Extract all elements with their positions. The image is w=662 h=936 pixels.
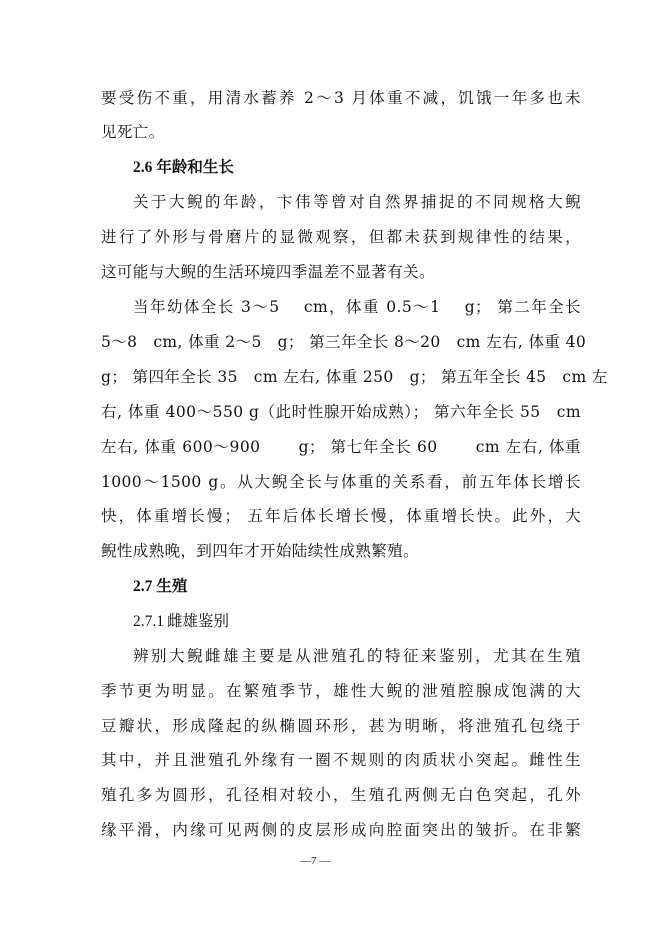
- body-text-line: 右, 体重 400～550 g（此时性腺开始成熟）； 第六年全长 55 cm: [101, 403, 581, 421]
- body-text-line: 当年幼体全长 3～5 cm，体重 0.5～1 g； 第二年全长: [133, 298, 581, 316]
- subsection-heading-2-7-1: [133, 608, 229, 634]
- section-number: 2.6: [133, 159, 153, 176]
- body-text-line: 快，体重增长慢； 五年后体长增长慢，体重增长快。此外，大: [101, 507, 581, 525]
- body-text-line: 5～8 cm, 体重 2～5 g； 第三年全长 8～20 cm 左右, 体重 40: [101, 333, 587, 351]
- body-text-line: 关于大鲵的年龄，卞伟等曾对自然界捕捉的不同规格大鲵: [133, 193, 581, 211]
- body-text-line: 左右, 体重 600～900 g； 第七年全长 60 cm 左右, 体重: [101, 438, 581, 456]
- body-text-line: 要受伤不重，用清水蓄养 2～3 月体重不减，饥饿一年多也未: [101, 89, 581, 107]
- section-heading-2-6: [133, 154, 234, 180]
- body-text-line: g； 第四年全长 35 cm 左右, 体重 250 g； 第五年全长 45 cm 左: [101, 368, 608, 386]
- body-text-line: 进行了外形与骨磨片的显微观察，但都未获到规律性的结果，: [101, 228, 581, 246]
- section-number: 2.7: [133, 578, 153, 595]
- section-title: 年龄和生长: [156, 157, 234, 176]
- subsection-number: 2.7.1: [133, 613, 164, 630]
- body-text-line: 其中，并且泄殖孔外缘有一圈不规则的肉质状小突起。雌性生: [101, 751, 581, 769]
- subsection-title: 雌雄鉴别: [167, 612, 230, 630]
- body-text-line: 豆瓣状，形成隆起的纵椭圆环形，甚为明晰，将泄殖孔包绕于: [101, 717, 581, 735]
- body-text-line: 这可能与大鲵的生活环境四季温差不显著有关。: [101, 263, 435, 281]
- body-text-line: 辨别大鲵雌雄主要是从泄殖孔的特征来鉴别，尤其在生殖: [133, 647, 581, 665]
- body-text-line: 1000～1500 g。从大鲵全长与体重的关系看，前五年体长增长: [101, 473, 581, 491]
- body-text-line: 殖孔多为圆形，孔径相对较小，生殖孔两侧无白色突起，孔外: [101, 786, 581, 804]
- body-text-line: 缘平滑，内缘可见两侧的皮层形成向腔面突出的皱折。在非繁: [101, 821, 581, 839]
- body-text-line: 鲵性成熟晚，到四年才开始陆续性成熟繁殖。: [101, 542, 420, 560]
- body-text-line: 季节更为明显。在繁殖季节，雄性大鲵的泄殖腔腺成饱满的大: [101, 682, 581, 700]
- section-title: 生殖: [156, 576, 188, 595]
- section-heading-2-7: [133, 573, 187, 599]
- body-text-line: 见死亡。: [101, 123, 165, 141]
- page-number: —7 —: [300, 855, 331, 867]
